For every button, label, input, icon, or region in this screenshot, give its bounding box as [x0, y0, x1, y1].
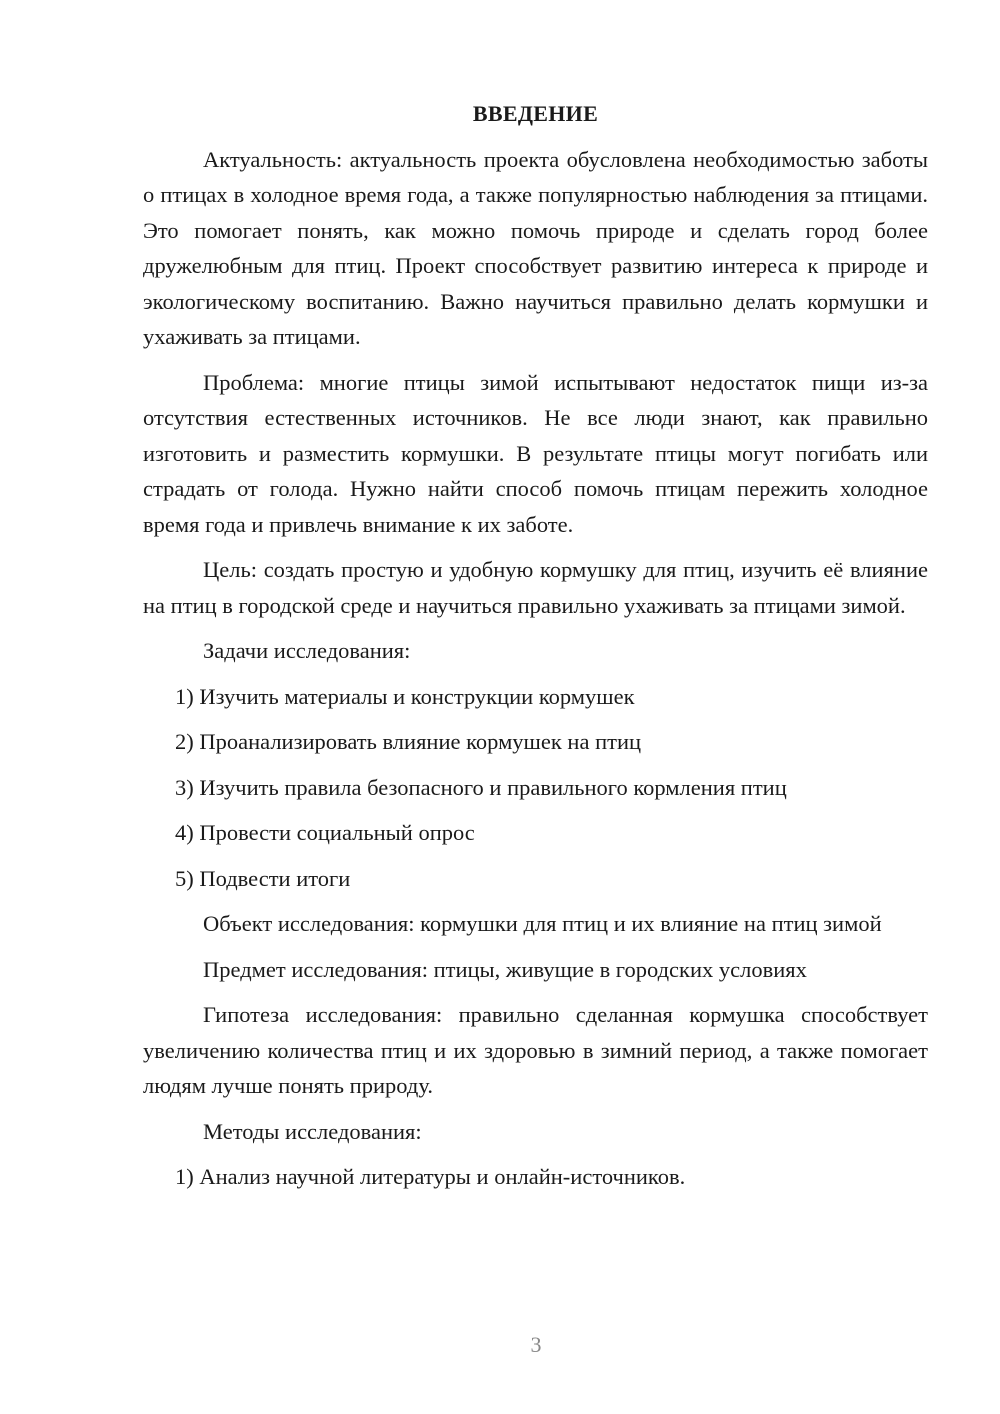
relevance-paragraph: Актуальность: актуальность проекта обусловлена необходимостью заботы о птицах в холодное время года, а также популярностью наблюдения за птицами. Это помогает понять, как можно помочь природе и сделать город более дружелюбным для птиц. Проект способствует развитию интереса к природе и экологическому воспитанию. Важно научиться правильно делать кормушки и ухаживать за птицами. [143, 146, 928, 349]
tasks-list [143, 679, 928, 897]
problem-paragraph: Проблема: многие птицы зимой испытывают недостаток пищи из-за отсутствия естественных источников. Не все люди знают, как правильно изготовить и разместить кормушки. В результате птицы могут погибать или страдать от голода. Нужно найти способ помочь птицам пережить холодное время года и привлечь внимание к их заботе. [143, 369, 928, 537]
list-item: 4) Провести социальный опрос [175, 820, 475, 845]
page-number: 3 [530, 1332, 542, 1357]
methods-list [143, 1159, 928, 1195]
hypothesis-paragraph: Гипотеза исследования: правильно сделанная кормушка способствует увеличению количества птиц и их здоровью в зимний период, а также помогает людям лучше понять природу. [143, 1002, 928, 1098]
goal-paragraph: Цель: создать простую и удобную кормушку для птиц, изучить её влияние на птиц в городской среде и научиться правильно ухаживать за птицами зимой. [143, 557, 928, 618]
list-item: 1) Анализ научной литературы и онлайн-источников. [175, 1164, 686, 1189]
object-paragraph: Объект исследования: кормушки для птиц и их влияние на птиц зимой [203, 911, 882, 936]
document-page [143, 96, 928, 1205]
section-title: ВВЕДЕНИЕ [472, 101, 599, 126]
list-item: 2) Проанализировать влияние кормушек на птиц [175, 729, 642, 754]
list-item: 1) Изучить материалы и конструкции кормушек [175, 683, 635, 709]
tasks-heading: Задачи исследования: [203, 638, 411, 663]
list-item: 3) Изучить правила безопасного и правильного кормления птиц [175, 774, 787, 800]
subject-paragraph: Предмет исследования: птицы, живущие в городских условиях [203, 956, 807, 982]
list-item: 5) Подвести итоги [175, 865, 351, 891]
methods-heading: Методы исследования: [203, 1118, 422, 1144]
